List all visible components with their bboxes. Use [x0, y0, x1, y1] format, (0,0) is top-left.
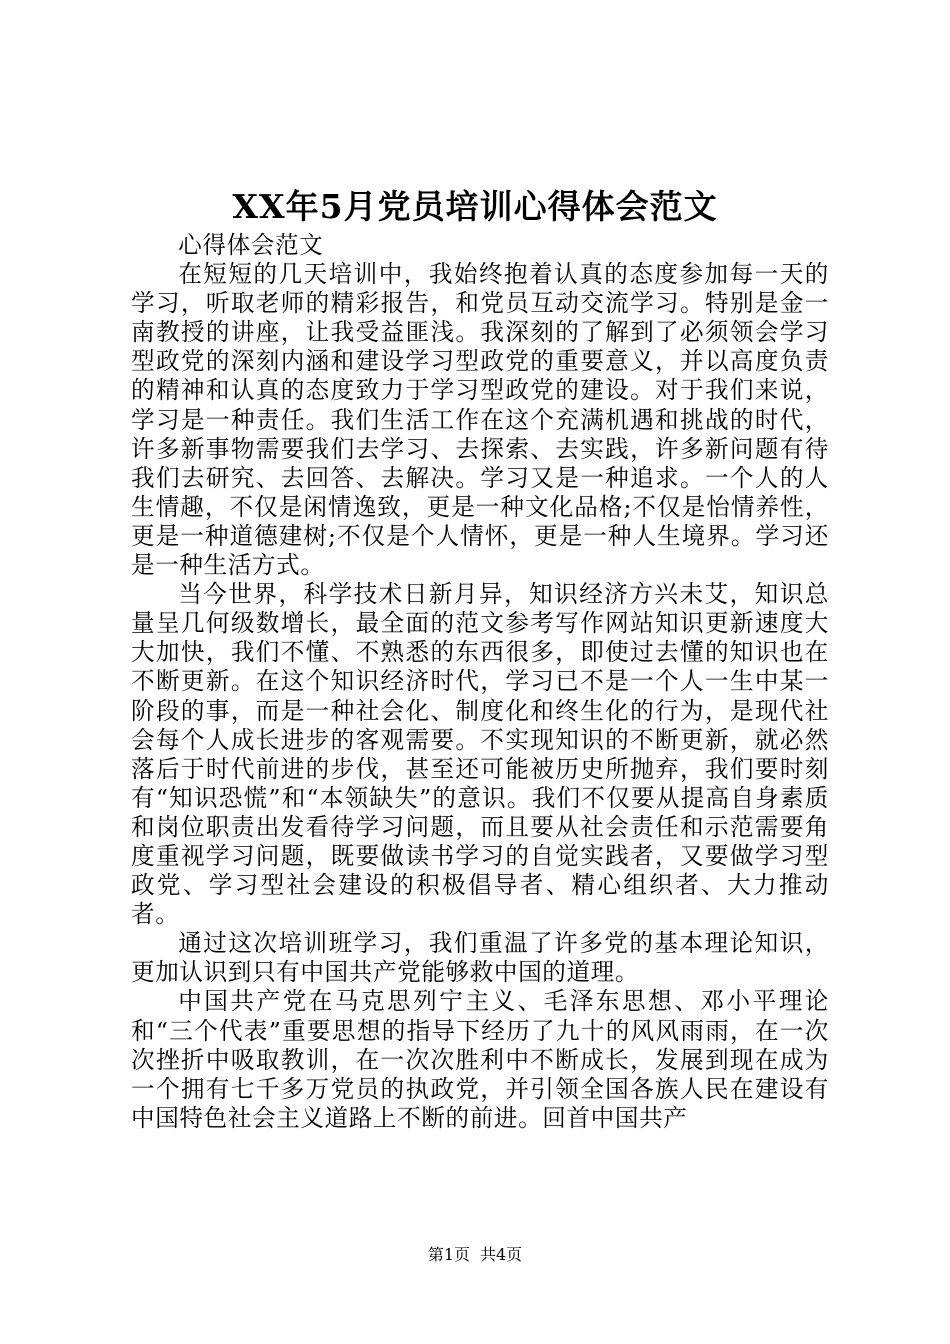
page-number: 第1页: [427, 1245, 470, 1264]
body-paragraph: 通过这次培训班学习，我们重温了许多党的基本理论知识，更加认识到只有中国共产党能够救中国的道理。: [131, 929, 829, 987]
page-total: 共4页: [480, 1245, 523, 1264]
page-footer: [0, 1244, 950, 1266]
document-body: [131, 231, 829, 1133]
body-paragraph: 中国共产党在马克思列宁主义、毛泽东思想、邓小平理论和“三个代表”重要思想的指导下经历了九十的风风雨雨，在一次次挫折中吸取教训，在一次次胜利中不断成长，发展到现在成为一个拥有七千多万党员的执政党，并引领全国各族人民在建设有中国特色社会主义道路上不断的前进。回首中国共产: [131, 987, 829, 1132]
body-paragraph: 在短短的几天培训中，我始终抱着认真的态度参加每一天的学习，听取老师的精彩报告，和党员互动交流学习。特别是金一南教授的讲座，让我受益匪浅。我深刻的了解到了必须领会学习型政党的深刻内涵和建设学习型政党的重要意义，并以高度负责的精神和认真的态度致力于学习型政党的建设。对于我们来说，学习是一种责任。我们生活工作在这个充满机遇和挑战的时代，许多新事物需要我们去学习、去探索、去实践，许多新问题有待我们去研究、去回答、去解决。学习又是一种追求。一个人的人生情趣，不仅是闲情逸致，更是一种文化品格;不仅是怡情养性，更是一种道德建树;不仅是个人情怀，更是一种人生境界。学习还是一种生活方式。: [131, 260, 829, 580]
subtitle-paragraph: 心得体会范文: [178, 231, 324, 259]
body-paragraph: 当今世界，科学技术日新月异，知识经济方兴未艾，知识总量呈几何级数增长，最全面的范文参考写作网站知识更新速度大大加快，我们不懂、不熟悉的东西很多，即使过去懂的知识也在不断更新。在这个知识经济时代，学习已不是一个人一生中某一阶段的事，而是一种社会化、制度化和终生化的行为，是现代社会每个人成长进步的客观需要。不实现知识的不断更新，就必然落后于时代前进的步伐，甚至还可能被历史所抛弃，我们要时刻有“知识恐慌”和“本领缺失”的意识。我们不仅要从提高自身素质和岗位职责出发看待学习问题，而且要从社会责任和示范需要角度重视学习问题，既要做读书学习的自觉实践者，又要做学习型政党、学习型社会建设的积极倡导者、精心组织者、大力推动者。: [131, 580, 829, 929]
document-title: XX年5月党员培训心得体会范文: [232, 187, 718, 226]
